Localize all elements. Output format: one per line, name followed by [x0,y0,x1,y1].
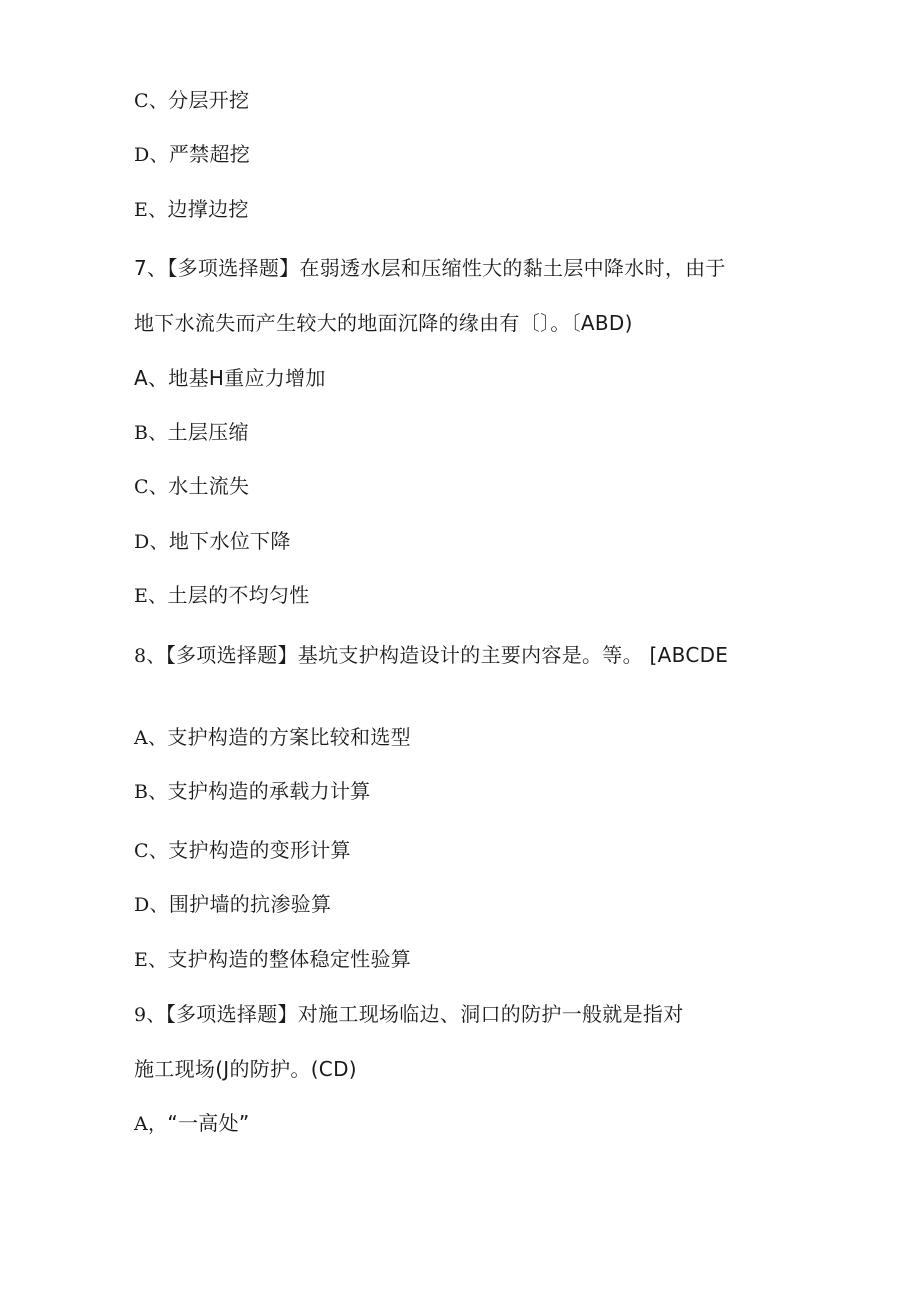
question-9 [134,1001,684,1028]
option-d-q8 [134,891,331,918]
question-text: 【多项选择题】对施工现场临边、洞口的防护一般就是指对 [165,1002,684,1026]
option-text: 支护构造的变形计算 [168,838,351,862]
option-text: 支护构造的方案比较和选型 [167,725,411,749]
option-text: 地下水位下降 [168,529,291,553]
option-c-q6 [134,87,249,114]
option-text: 水土流失 [168,474,250,498]
option-text: 土层压缩 [167,420,249,444]
question-text: 施工现场(J的防护。(CD) [134,1057,357,1081]
option-c-q8 [134,837,351,864]
option-b-q8 [134,778,371,805]
option-text: 支护构造的承载力计算 [167,779,371,803]
option-e-q8 [134,946,411,973]
option-text: 地基H重应力增加 [168,366,326,390]
option-letter: D、 [134,894,169,916]
option-letter: C、 [134,90,169,112]
option-letter: C、 [134,840,169,862]
option-letter: A、 [134,727,168,749]
option-a-q9 [134,1110,250,1137]
option-letter: A， [134,1113,168,1135]
question-text: 【多项选择题】基坑支护构造设计的主要内容是。等。 [ABCDE [165,643,729,667]
option-letter: E、 [134,199,168,221]
question-number: 9、 [134,1004,166,1026]
option-text: 分层开挖 [168,88,250,112]
option-text: 支护构造的整体稳定性验算 [167,947,412,971]
question-8 [134,642,728,669]
option-text: 严禁超挖 [168,142,251,166]
question-7-continued [134,310,633,336]
option-b-q7 [134,419,249,446]
question-number: 8、 [134,645,166,667]
option-a-q7 [134,365,326,391]
question-9-continued [134,1056,357,1082]
option-text: 围护墙的抗渗验算 [168,892,332,916]
option-letter: D、 [134,531,169,553]
option-d-q7 [134,528,291,555]
option-d-q6 [134,141,250,168]
option-letter: E、 [134,949,168,971]
option-letter: B、 [134,781,168,803]
question-text: 【多项选择题】在弱透水层和压缩性大的黏土层中降水时，由于 [167,256,726,280]
option-text: 土层的不均匀性 [167,583,310,607]
option-letter: D、 [134,144,169,166]
option-letter: E、 [134,585,168,607]
question-number: 7、 [134,256,168,280]
option-c-q7 [134,473,249,500]
option-text: 边撑边挖 [167,197,249,221]
option-text: “一高处” [167,1111,250,1135]
question-text: 地下水流失而产生较大的地面沉降的缘由有〔〕。〔ABD) [134,311,633,335]
option-letter: B、 [134,422,168,444]
option-letter: C、 [134,476,169,498]
option-e-q7 [134,582,310,609]
option-a-q8 [134,724,411,751]
option-letter: A、 [134,366,169,390]
question-7 [134,255,726,281]
option-e-q6 [134,196,249,223]
